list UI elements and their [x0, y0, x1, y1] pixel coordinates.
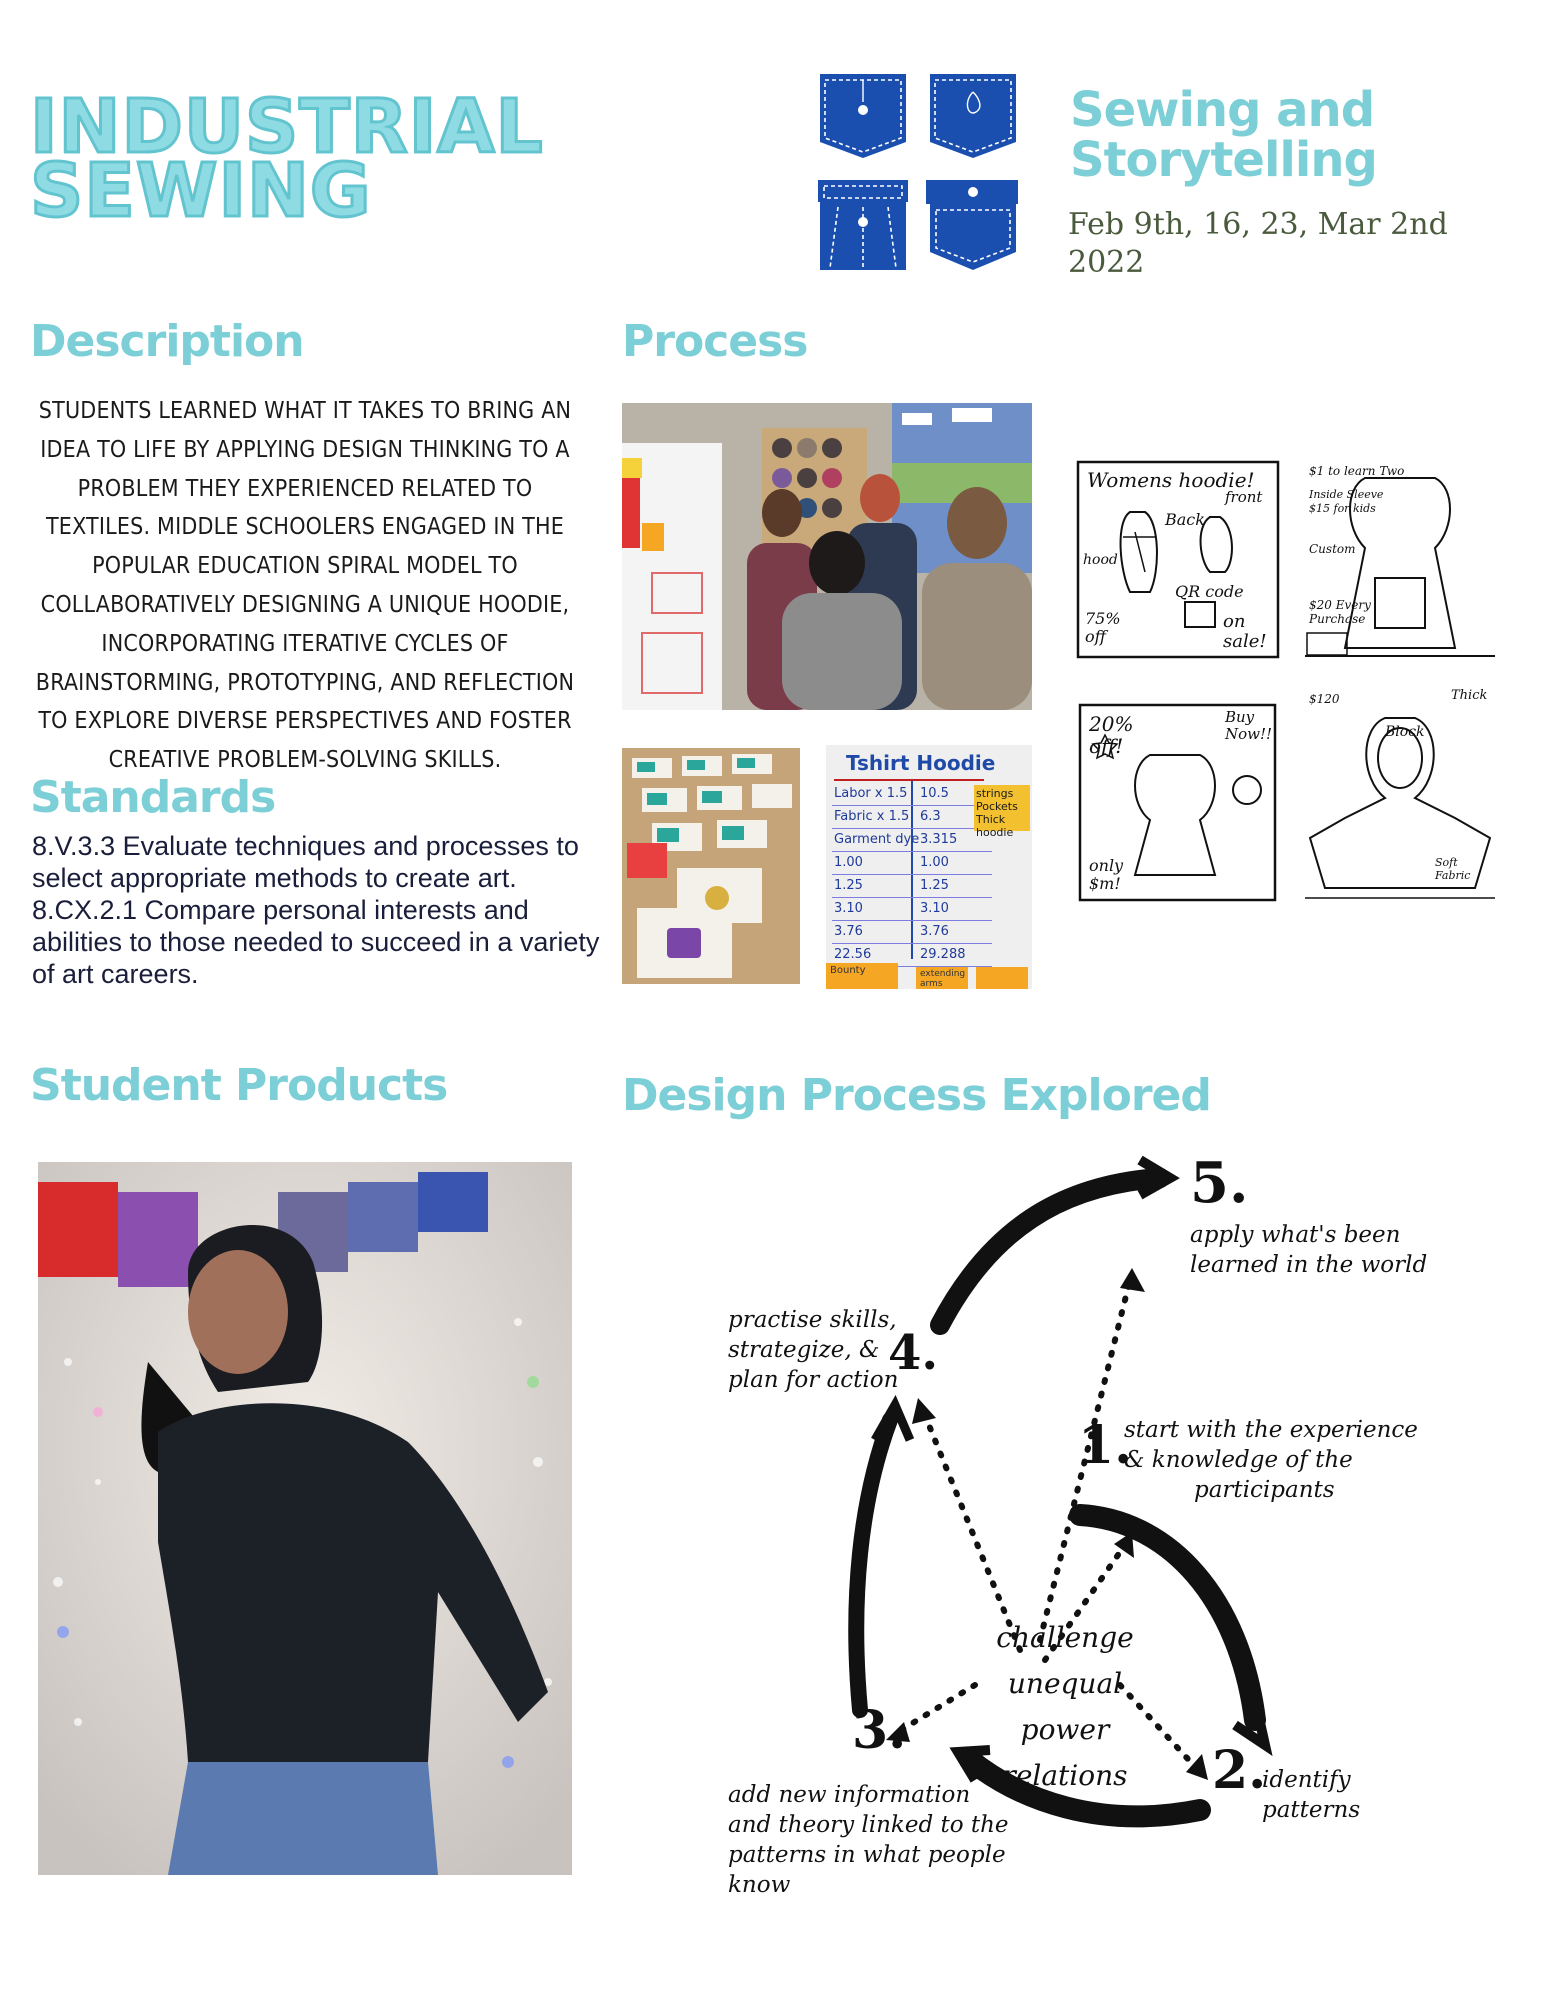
process-heading: Process — [622, 316, 808, 367]
chart-cell-right: 3.10 — [920, 901, 949, 916]
sketch-pricing-hoodie — [1305, 458, 1495, 658]
sketch3-price: only $m! — [1089, 856, 1124, 893]
description-heading: Description — [30, 316, 304, 367]
sketch1-front: front — [1225, 488, 1263, 506]
chart-cell-right: 29.288 — [920, 947, 966, 962]
sketch1-qrcode: QR code — [1175, 582, 1244, 601]
step-3-label: add new information and theory linked to the patterns in what people know — [728, 1782, 1009, 1898]
step-1-number: 1. — [1078, 1415, 1133, 1476]
student-products-heading: Student Products — [30, 1060, 448, 1111]
chart-cell-left: 1.00 — [834, 855, 863, 870]
chart-title: Tshirt Hoodie — [846, 751, 996, 775]
design-process-heading: Design Process Explored — [622, 1070, 1211, 1121]
sketch1-onsale: on sale! — [1223, 611, 1267, 652]
chart-cell-right: 1.25 — [920, 878, 949, 893]
sketch4-softfabric: Soft Fabric — [1435, 856, 1471, 882]
chart-row — [832, 898, 992, 921]
sketch2-note-e: $20 Every Purchase — [1309, 598, 1371, 626]
step-3-number: 3. — [852, 1700, 907, 1761]
standards-list — [32, 830, 602, 990]
chart-cell-left: Labor x 1.5 — [834, 786, 908, 801]
chart-row — [832, 921, 992, 944]
chart-row — [832, 806, 992, 829]
chart-cell-left: 22.56 — [834, 947, 872, 962]
sketch1-back: Back — [1165, 510, 1205, 529]
price-chart-photo — [826, 745, 1032, 989]
chart-cell-left: Fabric x 1.5 — [834, 809, 910, 824]
sticky-note-features: strings Pockets Thick hoodie — [974, 785, 1030, 831]
swatch-cards-photo — [622, 748, 800, 984]
description-text: STUDENTS LEARNED WHAT IT TAKES TO BRING AN IDEA TO LIFE BY APPLYING DESIGN THINKING TO A PROBLEM THEY EXPERIENCED RELATED TO TEXTILES. MIDDLE SCHOOLERS ENGAGED IN THE POPULAR EDUCATION SPIRAL MODEL TO COLLABORATIVELY DESIGNING A UNIQUE HOODIE, INCORPORATING ITERATIVE CYCLES OF BRAINSTORMING, PROTOTYPING, AND REFLECTION TO EXPLORE DIVERSE PERSPECTIVES AND FOSTER CREATIVE PROBLEM-SOLVING SKILLS. — [35, 398, 575, 774]
step-4-number: 4. — [888, 1325, 939, 1381]
chart-row — [832, 783, 992, 806]
standard-item: 8.CX.2.1 Compare personal interests and abilities to those needed to succeed in a variety of art careers. — [32, 895, 600, 989]
sketch4-block: Block — [1385, 724, 1425, 740]
chart-cell-left: Garment dye — [834, 832, 920, 847]
page-title — [30, 84, 544, 234]
sketch1-discount: 75% off — [1085, 609, 1121, 646]
sticky-note-1: Bounty — [826, 963, 898, 989]
step-2-label: identify patterns — [1262, 1767, 1361, 1823]
chart-cell-left: 3.10 — [834, 901, 863, 916]
subtitle — [1070, 82, 1377, 188]
subtitle-line-1: Sewing and — [1070, 82, 1375, 138]
step-2-number: 2. — [1212, 1740, 1267, 1801]
step-5-number: 5. — [1190, 1150, 1249, 1216]
student-hoodie-photo — [38, 1162, 572, 1875]
step-4-label: practise skills, strategize, & plan for action — [728, 1307, 899, 1393]
sketch1-hood: hood — [1083, 552, 1118, 568]
chart-row — [832, 875, 992, 898]
chart-cell-right: 6.3 — [920, 809, 941, 824]
sketch-sale-hoodie — [1075, 695, 1285, 907]
sketch3-discount: 20% off! — [1089, 712, 1134, 758]
sketch-thick-hoodie — [1305, 688, 1495, 903]
standards-heading: Standards — [30, 772, 276, 823]
chart-row — [832, 852, 992, 875]
standard-item: 8.V.3.3 Evaluate techniques and processes to select appropriate methods to create art. — [32, 831, 579, 893]
sketch3-buynow: Buy Now!! — [1225, 708, 1273, 743]
step-1-label: start with the experience & knowledge of the participants — [1124, 1417, 1418, 1503]
sticky-note-2: extending arms — [916, 967, 968, 989]
chart-cell-right: 3.76 — [920, 924, 949, 939]
sticky-note-3 — [976, 967, 1028, 989]
chart-cell-left: 1.25 — [834, 878, 863, 893]
pocket-logo — [818, 72, 1018, 272]
chart-cell-right: 3.315 — [920, 832, 958, 847]
chart-cell-right: 1.00 — [920, 855, 949, 870]
chart-row — [832, 829, 992, 852]
sketch2-note-b: Inside Sleeve — [1309, 488, 1384, 501]
chart-cell-left: 3.76 — [834, 924, 863, 939]
students-whiteboard-photo — [622, 403, 1032, 710]
chart-cell-right: 10.5 — [920, 786, 949, 801]
sketch2-note-d: Custom — [1309, 542, 1356, 556]
step-5-label: apply what's been learned in the world — [1190, 1222, 1428, 1278]
title-line-2: SEWING — [30, 148, 372, 234]
sketch4-price: $120 — [1309, 692, 1340, 706]
subtitle-line-2: Storytelling — [1070, 132, 1377, 188]
event-dates: Feb 9th, 16, 23, Mar 2nd 2022 — [1068, 207, 1448, 280]
title-line-1: INDUSTRIAL — [30, 84, 544, 170]
sketch-womens-hoodie — [1075, 452, 1285, 662]
chart-rows — [832, 783, 992, 967]
center-label: challenge unequal power relations — [996, 1621, 1134, 1792]
sketch1-title: Womens hoodie! — [1087, 468, 1255, 492]
sketch2-note-a: $1 to learn Two — [1309, 464, 1405, 478]
sketch4-thick: Thick — [1451, 688, 1488, 703]
sketch2-note-c: $15 for kids — [1309, 502, 1376, 515]
spiral-diagram — [700, 1140, 1440, 1920]
